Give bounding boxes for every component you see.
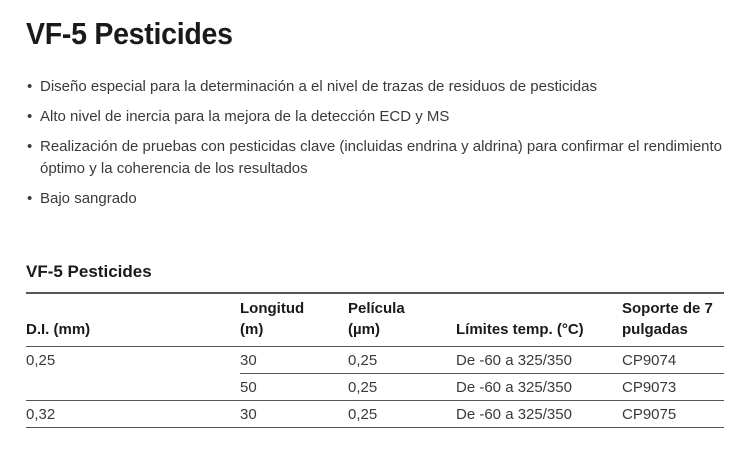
table-row — [26, 374, 724, 401]
header-length: Longitud (m) — [240, 293, 348, 347]
cell-film: 0,25 — [348, 374, 456, 401]
feature-item: • Alto nivel de inercia para la mejora de la detección ECD y MS — [27, 106, 737, 128]
cell-film: 0,25 — [348, 401, 456, 428]
cell-part-number: CP9074 — [622, 347, 724, 374]
table-row — [26, 347, 724, 374]
header-film: Película (µm) — [348, 293, 456, 347]
cell-temp: De -60 a 325/350 — [456, 347, 622, 374]
cell-id: 0,32 — [26, 401, 240, 428]
cell-film: 0,25 — [348, 347, 456, 374]
cell-id: 0,25 — [26, 351, 56, 369]
header-id: D.I. (mm) — [26, 293, 240, 347]
table-row — [26, 401, 724, 428]
cell-temp: De -60 a 325/350 — [456, 374, 622, 401]
cell-part-number: CP9075 — [622, 401, 724, 428]
product-table — [26, 292, 724, 428]
cell-length: 50 — [240, 374, 348, 401]
table-title: VF-5 Pesticides — [26, 262, 152, 281]
cell-id — [26, 374, 240, 401]
feature-item: • Diseño especial para la determinación a el nivel de trazas de residuos de pesticidas — [27, 76, 737, 98]
cell-length: 30 — [240, 347, 348, 374]
cell-part-number: CP9073 — [622, 374, 724, 401]
feature-item: • Bajo sangrado — [27, 188, 737, 210]
feature-list — [27, 76, 737, 218]
feature-item: • Realización de pruebas con pesticidas clave (incluidas endrina y aldrina) para confirmar el rendimiento óptimo y la coherencia de los resultados — [27, 136, 737, 180]
page-title: VF-5 Pesticides — [26, 16, 233, 51]
header-cage: Soporte de 7 pulgadas — [622, 293, 724, 347]
table-header-row — [26, 293, 724, 347]
cell-length: 30 — [240, 401, 348, 428]
header-temp: Límites temp. (°C) — [456, 293, 622, 347]
cell-temp: De -60 a 325/350 — [456, 401, 622, 428]
